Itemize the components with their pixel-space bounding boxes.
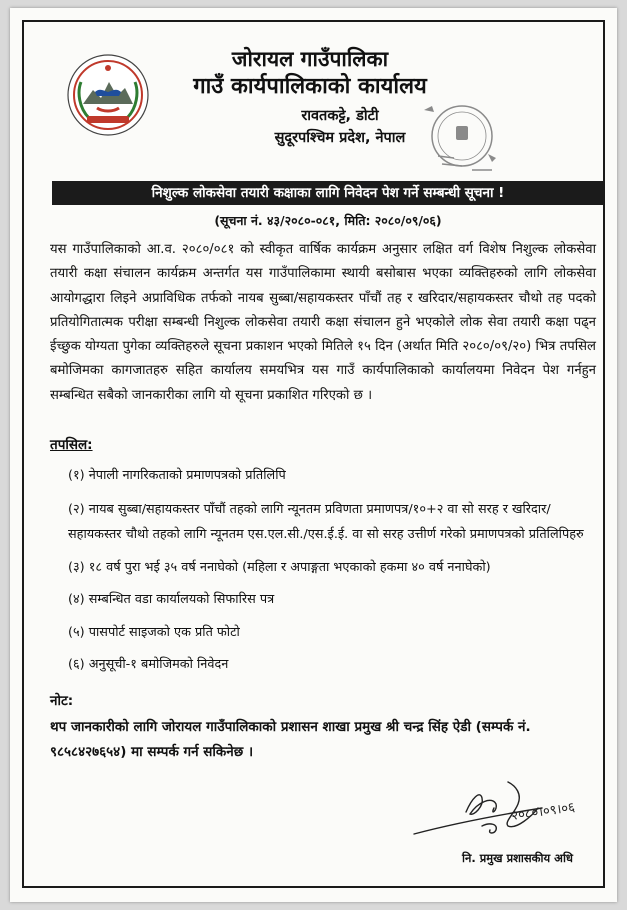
requirement-item: (२) नायब सुब्बा/सहायकस्तर पाँचौं तहको लागि न्यूनतम प्रविणता प्रमाणपत्र/१०+२ वा सो सरह र खरिदार/सहायकस्तर चौथो तहको लागि न्यूनतम एस.एल.सी./एस.ई.ई. वा सो सरह उत्तीर्ण गरेको प्रमाणपत्रको प्रतिलिपिहरु xyxy=(68,501,584,542)
notice-title: निशुल्क लोकसेवा तयारी कक्षाका लागि निवेदन पेश गर्ने सम्बन्धी सूचना ! xyxy=(52,181,604,205)
office-name: गाउँ कार्यपालिकाको कार्यालय xyxy=(193,74,427,99)
signatory-designation: नि. प्रमुख प्रशासकीय अधि xyxy=(462,851,574,865)
nepal-emblem-icon xyxy=(65,52,151,138)
office-location: रावतकट्टे, डोटी xyxy=(301,108,379,124)
office-stamp-icon xyxy=(402,96,522,178)
note-text: थप जानकारीको लागि जोरायल गाउँपालिकाको प्रशासन शाखा प्रमुख श्री चन्द्र सिंह ऐडी (सम्पर्क नं. ९८५८४२७६५४) मा सम्पर्क गर्न सकिनेछ । xyxy=(50,719,531,760)
requirement-item: (३) १८ वर्ष पुरा भई ३५ वर्ष ननाघेको (महिला र अपाङ्गता भएकाको हकमा ४० वर्ष ननाघेको) xyxy=(68,559,491,575)
notice-reference: (सूचना नं. ४३/२०८०-०८१, मिति: २०८०/०९/०६) xyxy=(214,213,442,228)
requirement-item: (६) अनुसूची-१ बमोजिमको निवेदन xyxy=(68,657,229,672)
requirement-list xyxy=(68,464,598,686)
signature-date: २०८०।०९।०६ xyxy=(510,800,576,824)
tapasil-heading: तपसिल: xyxy=(50,437,93,453)
notice-page xyxy=(10,8,617,902)
notice-body: यस गाउँपालिकाको आ.व. २०८०/०८१ को स्वीकृत वार्षिक कार्यक्रम अनुसार लक्षित वर्ग विशेष निशुल्क लोकसेवा तयारी कक्षा संचालन कार्यक्रम अन्तर्गत यस गाउँपालिकामा स्थायी बसोबास भएका व्यक्तिहरुको लागि लोकसेवा आयोगद्धारा लिइने अप्राविधिक तर्फको नायब सुब्बा/सहायकस्तर पाँचौं तह र खरिदार/सहायकस्तर चौथो तह पदको प्रतियोगितात्मक परीक्षा सम्बन्धी निशुल्क लोकसेवा तयारी कक्षा संचालन हुने भएकोले लोक सेवा तयारी कक्षा पढ्न ईच्छुक योग्यता पुगेका व्यक्तिहरुले सूचना प्रकाशन भएको मितिले १५ दिन (अर्थात मिति २०८०/०९/२०) भित्र तपसिल बमोजिमका कागजातहरु सहित कार्यालय समयभित्र यस गाउँ कार्यपालिकाको कार्यालयमा निवेदन पेश गर्नहुन सम्बन्धित सबैको जानकारीका लागि यो सूचना प्रकाशित गरिएको छ । xyxy=(50,242,596,403)
requirement-item: (५) पासपोर्ट साइजको एक प्रति फोटो xyxy=(68,624,240,640)
requirement-item: (४) सम्बन्धित वडा कार्यालयको सिफारिस पत्र xyxy=(68,592,275,607)
requirement-item: (१) नेपाली नागरिकताको प्रमाणपत्रको प्रतिलिपि xyxy=(68,468,286,483)
handwritten-signature xyxy=(412,768,602,852)
office-province: सुदूरपश्चिम प्रदेश, नेपाल xyxy=(274,130,406,146)
municipality-name: जोरायल गाउँपालिका xyxy=(231,47,389,71)
note-label: नोट: xyxy=(50,693,74,709)
